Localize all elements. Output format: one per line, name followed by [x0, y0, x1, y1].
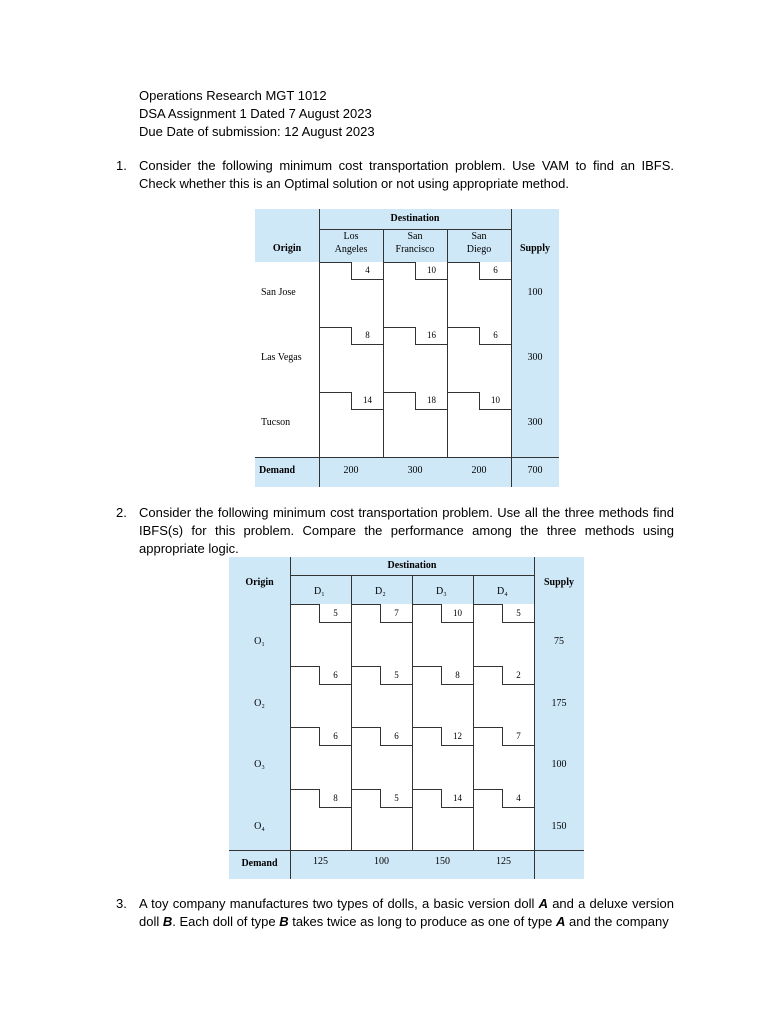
cost-cell: 14 [351, 392, 383, 410]
origin-name: O₂ [254, 697, 265, 709]
origin-name: O₃ [254, 759, 265, 770]
destination-name: D₃ [436, 586, 447, 597]
grid-line [290, 575, 534, 576]
cost-cell: 6 [319, 666, 351, 685]
cost-cell: 10 [479, 392, 511, 410]
cost-cell: 5 [380, 666, 412, 685]
cost-cell: 10 [415, 262, 447, 280]
grid-line [412, 575, 413, 850]
cost-cell: 7 [502, 727, 534, 746]
cost-cell: 18 [415, 392, 447, 410]
supply-value: 150 [551, 820, 567, 832]
destination-name-bottom: Diego [466, 244, 492, 255]
supply-value: 175 [551, 697, 567, 709]
demand-value: 200 [471, 465, 487, 476]
cost-cell: 16 [415, 327, 447, 345]
grid-line [473, 575, 474, 850]
hidden-allocation-mark [432, 636, 450, 650]
destination-name: D₁ [314, 586, 325, 597]
destination-name-bottom: Francisco [395, 244, 435, 255]
cost-cell: 2 [502, 666, 534, 685]
cost-cell: 6 [380, 727, 412, 746]
transportation-table-1 [255, 209, 559, 487]
grid-line [255, 457, 559, 458]
origin-name: Tucson [261, 417, 291, 428]
question-text: Consider the following minimum cost transportation problem. Use VAM to find an IBFS. Check whether this is an Optimal solution or not using appropriate method. [139, 158, 674, 191]
cost-cell: 8 [351, 327, 383, 345]
hidden-allocation-mark [310, 759, 328, 773]
cost-cell: 5 [319, 604, 351, 623]
origin-name: Las Vegas [261, 352, 302, 363]
grid-line [351, 575, 352, 850]
cost-cell: 5 [380, 789, 412, 808]
grid-line [319, 229, 511, 230]
hidden-allocation-mark [371, 821, 389, 835]
supply-value: 100 [551, 759, 567, 770]
question-1 [116, 157, 674, 193]
destination-name-top: San [407, 231, 423, 242]
grid-line [447, 229, 448, 457]
question-number: 3. [116, 896, 127, 911]
question-number: 1. [116, 158, 127, 173]
demand-value: 125 [496, 856, 511, 867]
cost-cell: 7 [380, 604, 412, 623]
cost-cell: 4 [502, 789, 534, 808]
transportation-table-2 [229, 557, 584, 879]
demand-value: 150 [435, 856, 450, 867]
cost-cell: 4 [351, 262, 383, 280]
demand-value: 200 [343, 465, 359, 476]
cost-cell: 14 [441, 789, 473, 808]
destination-label: Destination [387, 560, 437, 571]
origin-label: Origin [245, 577, 274, 588]
question-number: 2. [116, 505, 127, 520]
cost-cell: 12 [441, 727, 473, 746]
total-value: 700 [527, 465, 543, 476]
destination-label: Destination [390, 213, 440, 224]
supply-value: 75 [554, 636, 564, 647]
destination-name-top: Los [343, 231, 359, 242]
question-3 [116, 895, 674, 931]
supply-value: 300 [527, 417, 543, 428]
origin-name: O₁ [254, 636, 265, 647]
hidden-allocation-mark [493, 821, 511, 835]
origin-name: San Jose [261, 287, 296, 298]
question-2 [116, 504, 674, 558]
cost-cell: 5 [502, 604, 534, 623]
destination-name: D₂ [375, 586, 386, 597]
hidden-allocation-mark [310, 636, 328, 650]
destination-name-bottom: Angeles [334, 244, 368, 255]
assignment-header [139, 87, 375, 141]
supply-label: Supply [519, 243, 551, 254]
destination-name-top: San [471, 231, 487, 242]
supply-value: 300 [527, 352, 543, 363]
grid-line [290, 557, 291, 879]
hidden-allocation-mark [493, 698, 511, 712]
question-text: A toy company manufactures two types of dolls, a basic version doll A and a deluxe version doll B. Each doll of type B takes twice as long to produce as one of type A and the company [139, 896, 674, 929]
supply-value: 100 [527, 287, 543, 298]
hidden-allocation-mark [432, 698, 450, 712]
assignment-date: DSA Assignment 1 Dated 7 August 2023 [139, 106, 372, 121]
cost-cell: 6 [479, 262, 511, 280]
cost-cell: 8 [319, 789, 351, 808]
question-text: Consider the following minimum cost transportation problem. Use all the three methods find IBFS(s) for this problem. Compare the performance among the three methods using appropriate logic. [139, 505, 674, 556]
due-date: Due Date of submission: 12 August 2023 [139, 124, 375, 139]
origin-name: O₄ [254, 820, 265, 832]
destination-name: D₄ [497, 586, 508, 597]
demand-label: Demand [241, 858, 278, 869]
cost-cell: 8 [441, 666, 473, 685]
demand-label: Demand [259, 465, 296, 476]
origin-label: Origin [272, 243, 302, 254]
supply-label: Supply [543, 577, 575, 588]
grid-line [229, 850, 584, 851]
demand-value: 125 [313, 856, 328, 867]
cost-cell: 6 [319, 727, 351, 746]
course-title: Operations Research MGT 1012 [139, 88, 327, 103]
demand-value: 100 [374, 856, 389, 867]
cost-cell: 10 [441, 604, 473, 623]
demand-value: 300 [407, 465, 423, 476]
cost-cell: 6 [479, 327, 511, 345]
grid-line [383, 229, 384, 457]
